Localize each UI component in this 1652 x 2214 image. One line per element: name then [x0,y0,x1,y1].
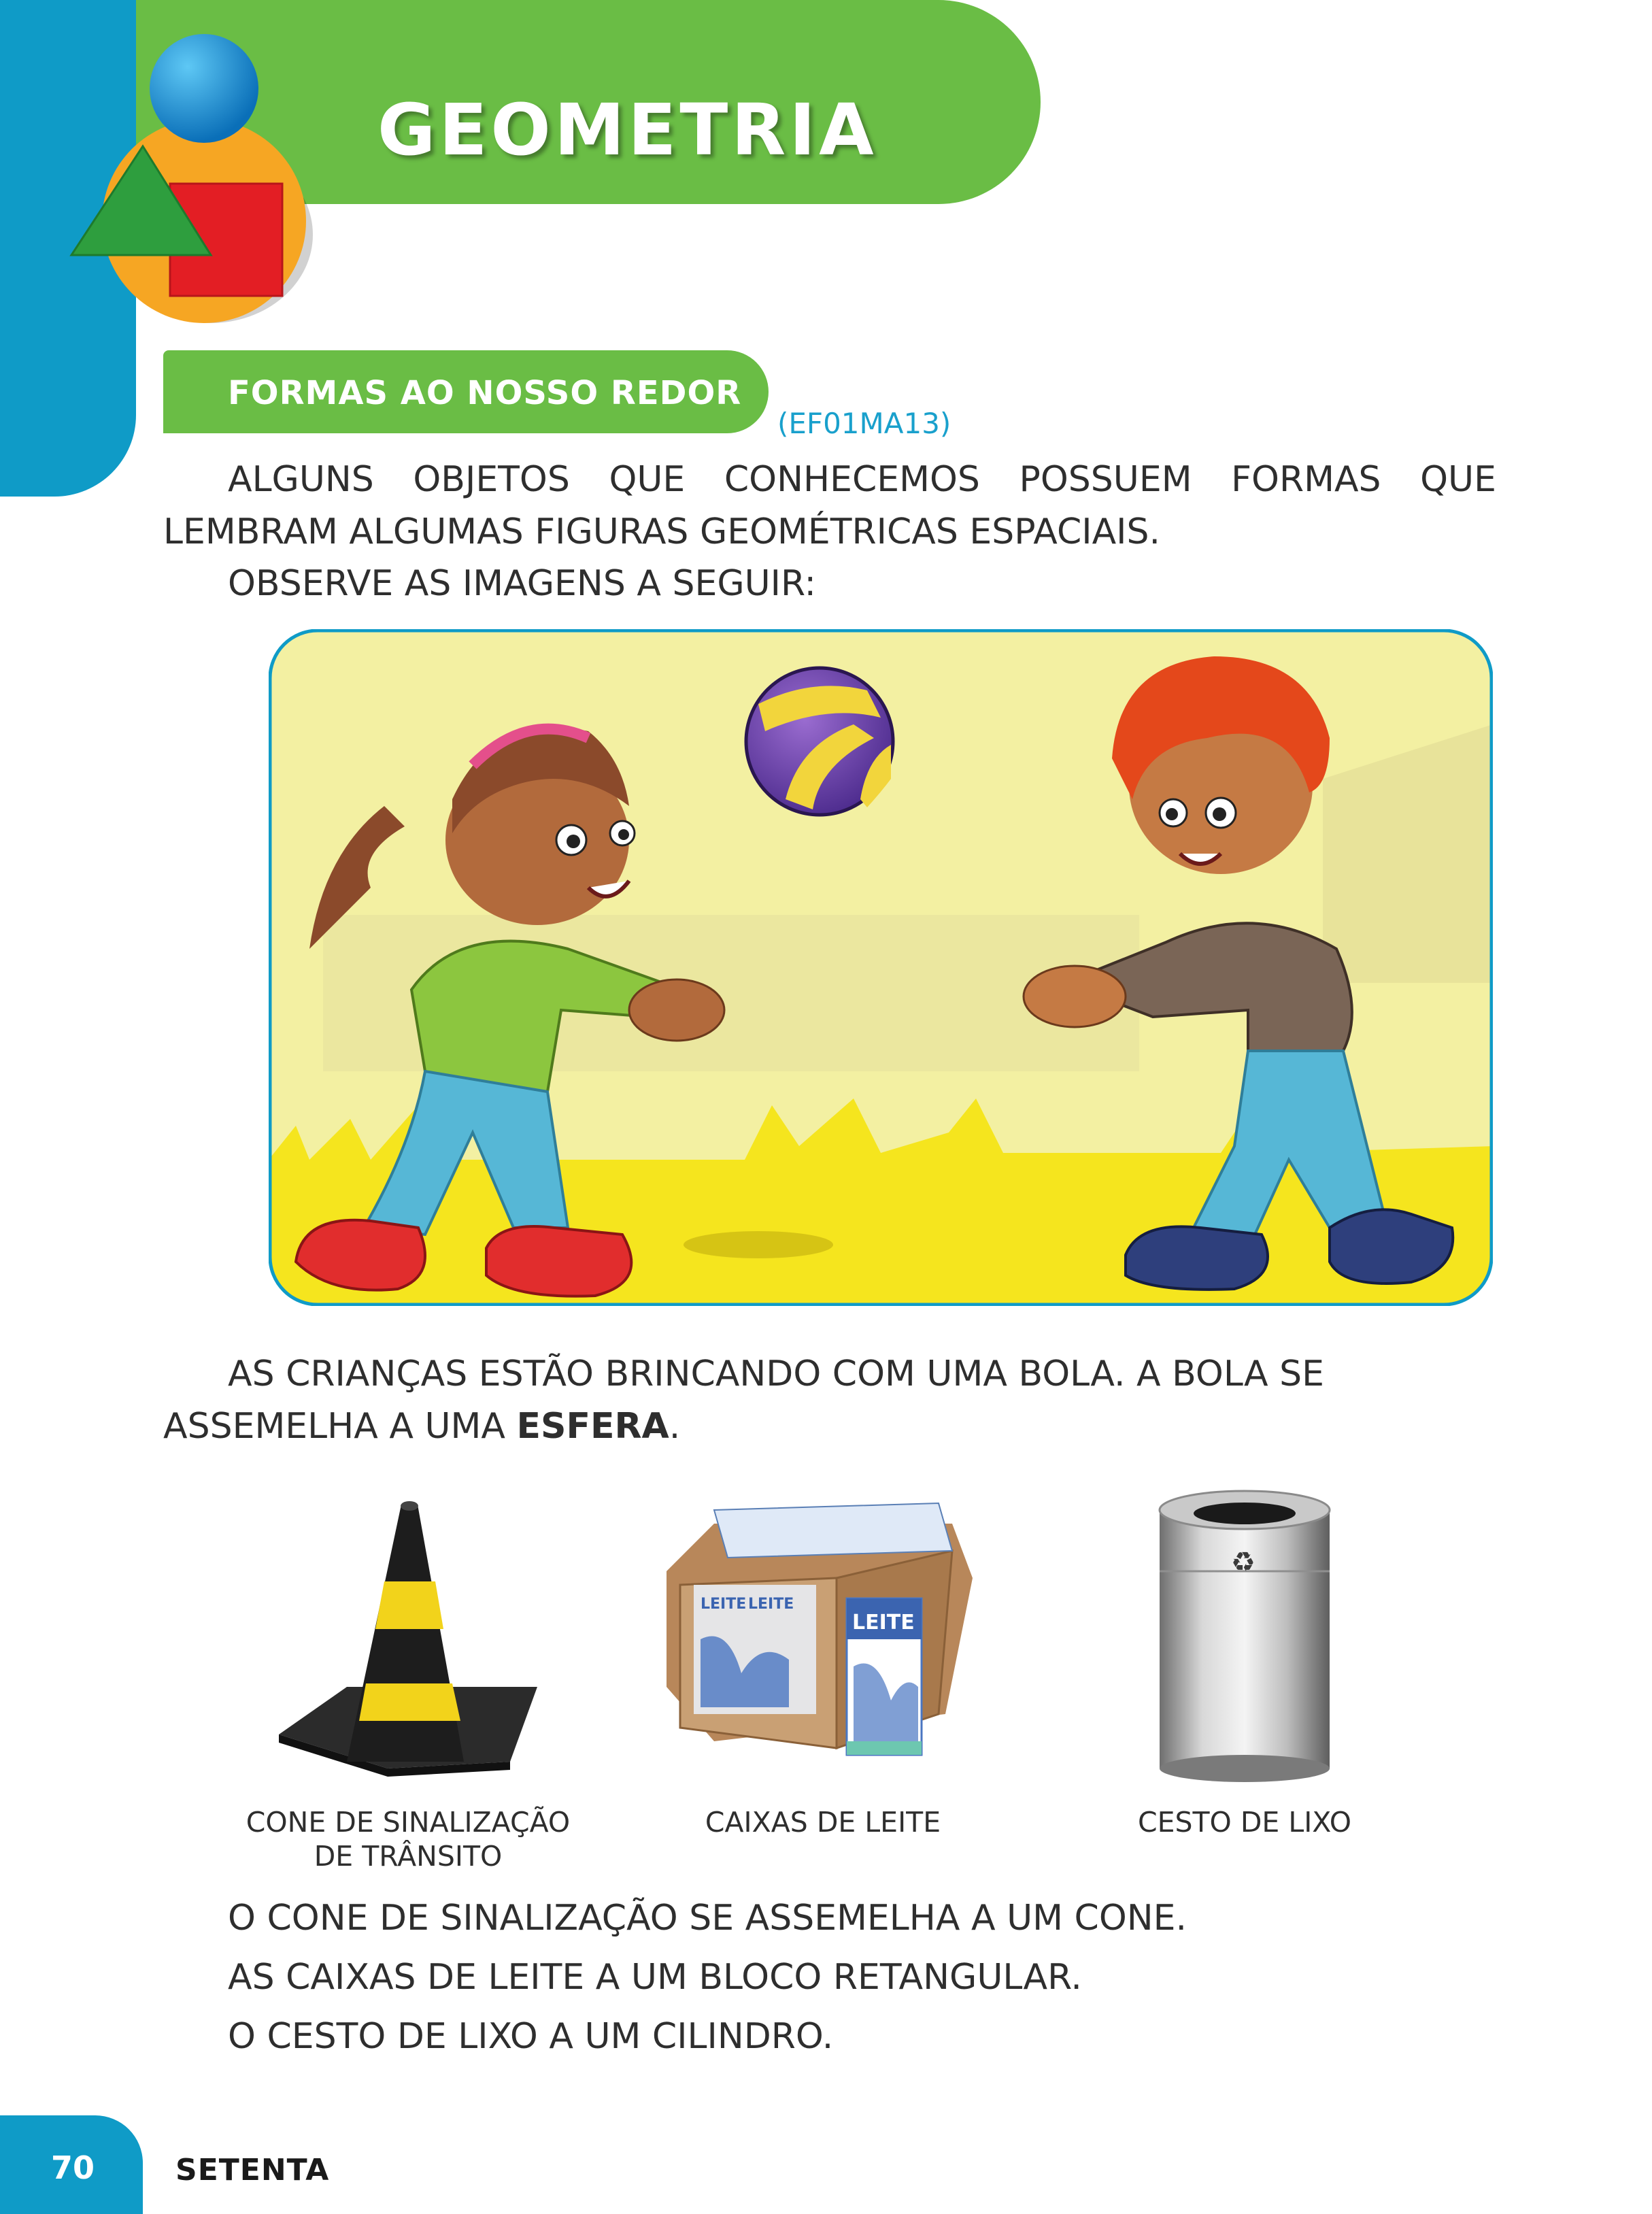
conclusion-line-2: AS CAIXAS DE LEITE A UM BLOCO RETANGULAR. [228,1957,1082,1998]
milk-boxes-image [653,1483,993,1789]
conclusion-line-3: O CESTO DE LIXO A UM CILINDRO. [228,2016,834,2057]
intro-line-2: LEMBRAM ALGUMAS FIGURAS GEOMÉTRICAS ESPACIAIS. [163,511,1161,552]
milk-label: LEITE [748,1596,794,1613]
volleyball-icon [746,668,893,815]
blue-sphere-icon [150,34,258,143]
intro-word: QUE [609,459,686,500]
section-title: FORMAS AO NOSSO REDOR [228,374,742,412]
caption-milk: CAIXAS DE LEITE [705,1806,941,1839]
milk-label: LEITE [701,1596,747,1613]
intro-word: POSSUEM [1019,459,1192,500]
intro-line-1 [228,459,1496,500]
page-number: 70 [51,2149,95,2186]
children-playing-illustration [269,629,1493,1306]
intro-line-3: OBSERVE AS IMAGENS A SEGUIR: [228,563,817,604]
intro-word: OBJETOS [413,459,570,500]
traffic-cone-image [265,1490,551,1789]
recycle-icon: ♻ [1231,1547,1255,1578]
intro-word: QUE [1420,459,1496,500]
trash-can-image [1143,1483,1347,1789]
ball-text-post: . [669,1406,681,1447]
skill-code: (EF01MA13) [777,407,951,440]
conclusion-line-1: O CONE DE SINALIZAÇÃO SE ASSEMELHA A UM CONE. [228,1898,1187,1939]
caption-cone-line-1: CONE DE SINALIZAÇÃO [246,1806,571,1839]
ball-text-line-1: AS CRIANÇAS ESTÃO BRINCANDO COM UMA BOLA. A BOLA SE [228,1354,1324,1394]
page-number-word: SETENTA [175,2153,330,2187]
intro-word: FORMAS [1231,459,1381,500]
geometry-shapes-logo [68,31,326,323]
caption-trash: CESTO DE LIXO [1137,1806,1352,1839]
ball-text-bold-esfera: ESFERA [516,1406,669,1447]
intro-word: ALGUNS [228,459,374,500]
ball-text-line-2 [163,1406,680,1447]
ball-text-pre: ASSEMELHA A UMA [163,1406,517,1447]
milk-label: LEITE [852,1611,915,1634]
page-title: GEOMETRIA [377,88,877,171]
caption-cone-line-2: DE TRÂNSITO [314,1840,503,1873]
intro-word: CONHECEMOS [724,459,980,500]
